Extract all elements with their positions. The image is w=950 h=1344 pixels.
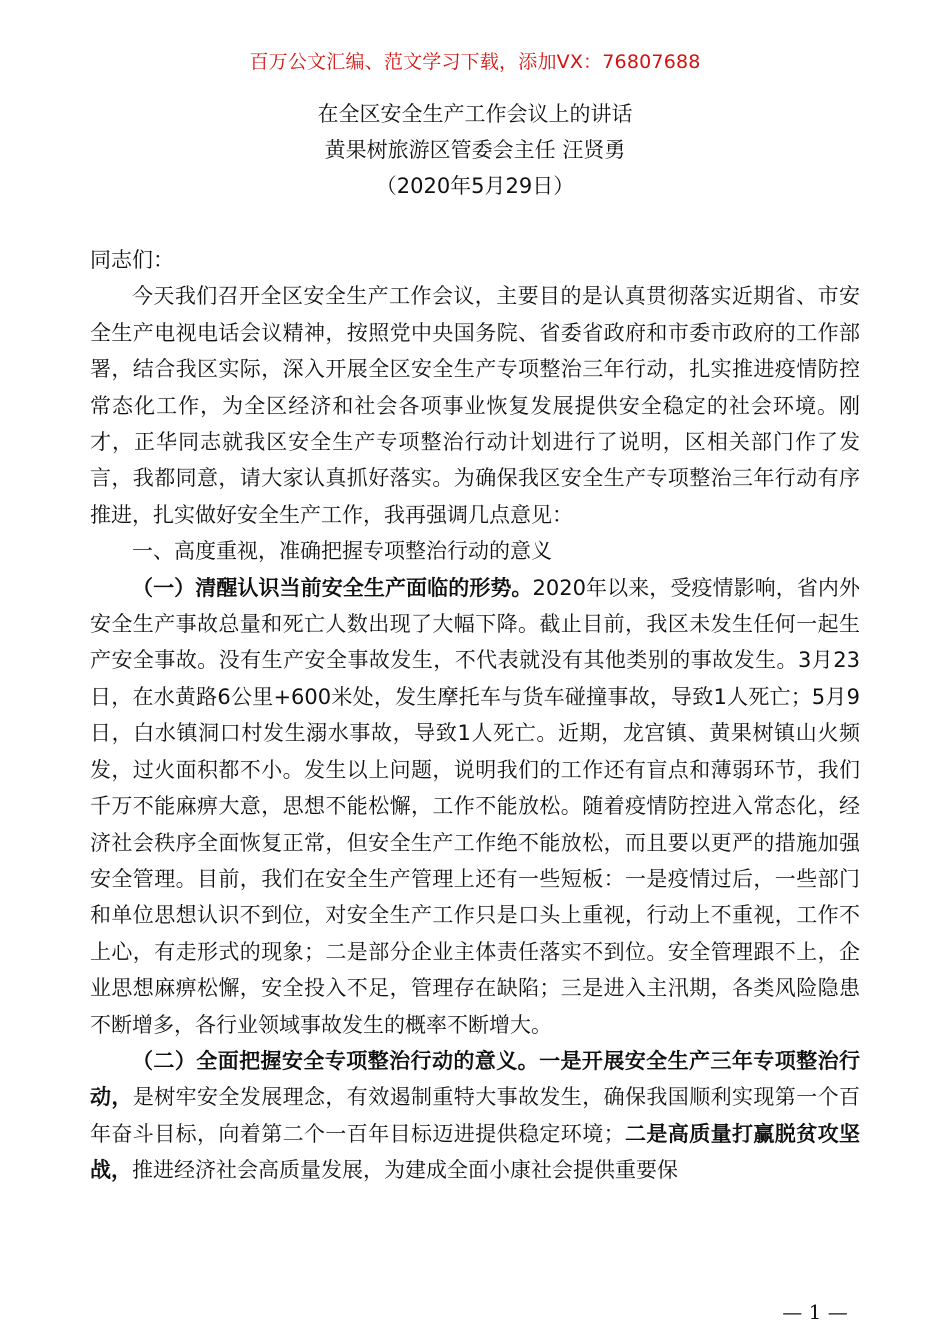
speaker-line: 黄果树旅游区管委会主任 汪贤勇: [324, 138, 626, 162]
paragraph-situation-text: 2020年以来，受疫情影响，省内外安全生产事故总量和死亡人数出现了大幅下降。截止目前，我区未发生任何一起生产安全事故。没有生产安全事故发生，不代表就没有其他类别的事故发生。3月23日，在水黄路6公里+600米处，发生摩托车与货车碰撞事故，导致1人死亡；5月9日，白水镇洞口村发生溺水事故，导致1人死亡。近期，龙宫镇、黄果树镇山火频发，过火面积都不小。发生以上问题，说明我们的工作还有盲点和薄弱环节，我们千万不能麻痹大意，思想不能松懈，工作不能放松。随着疫情防控进入常态化，经济社会秩序全面恢复正常，但安全生产工作绝不能放松，而且要以更严的措施加强安全管理。目前，我们在安全生产管理上还有一些短板：一是疫情过后，一些部门和单位思想认识不到位，对安全生产工作只是口头上重视，行动上不重视，工作不上心，有走形式的现象；二是部分企业主体责任落实不到位。安全管理跟不上，企业思想麻痹松懈，安全投入不足，管理存在缺陷；三是进入主汛期，各类风险隐患不断增多，各行业领域事故发生的概率不断增大。: [90, 575, 860, 1037]
body-text: [90, 242, 860, 1189]
page-number: — 1 —: [782, 1300, 848, 1324]
header-banner: 百万公文汇编、范文学习下载，添加VX：76807688: [249, 51, 701, 73]
speech-title: 在全区安全生产工作会议上的讲话: [317, 102, 633, 126]
paragraph-significance: [90, 1043, 860, 1189]
point-1-bold: 一是开展安全生产三年专项整治行动，: [90, 1048, 861, 1110]
point-2-text: 推进经济社会高质量发展，为建成全面小康社会提供重要保: [132, 1158, 678, 1183]
point-2-bold: 二是高质量打赢脱贫攻坚战，: [90, 1121, 861, 1183]
point-1-text: 是树牢安全发展理念，有效遏制重特大事故发生，确保我国顺利实现第一个百年奋斗目标，向着第二个一百年目标迈进提供稳定环境；: [90, 1085, 861, 1146]
paragraph-situation: [90, 570, 860, 1043]
paragraph-intro: 今天我们召开全区安全生产工作会议，主要目的是认真贯彻落实近期省、市安全生产电视电话会议精神，按照党中央国务院、省委省政府和市委市政府的工作部署，结合我区实际，深入开展全区安全生产专项整治三年行动，扎实推进疫情防控常态化工作，为全区经济和社会各项事业恢复发展提供安全稳定的社会环境。刚才，正华同志就我区安全生产专项整治行动计划进行了说明，区相关部门作了发言，我都同意，请大家认真抓好落实。为确保我区安全生产专项整治三年行动有序推进，扎实做好安全生产工作，我再强调几点意见：: [90, 284, 860, 527]
salutation: 同志们：: [90, 248, 174, 272]
section-heading-1: 一、高度重视，准确把握专项整治行动的意义: [132, 539, 552, 564]
title-block: [0, 96, 950, 204]
speech-date: （2020年5月29日）: [375, 174, 575, 198]
subheading-1: （一）清醒认识当前安全生产面临的形势。: [132, 575, 533, 600]
subheading-2: （二）全面把握安全专项整治行动的意义。: [132, 1048, 540, 1073]
